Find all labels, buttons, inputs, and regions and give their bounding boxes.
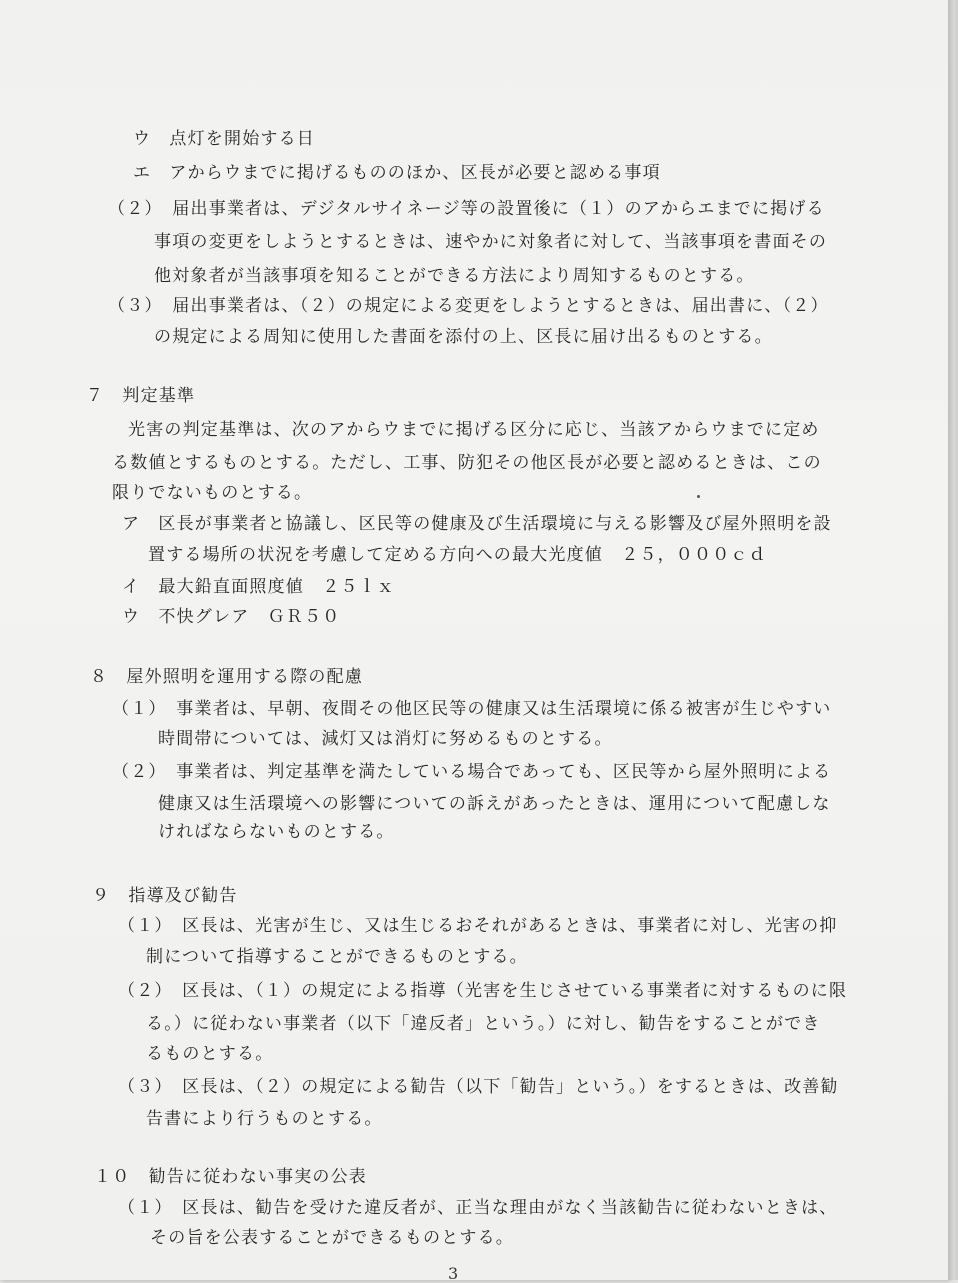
text-line: その旨を公表することができるものとする。 [150, 1228, 514, 1248]
text-line: 告書により行うものとする。 [146, 1109, 383, 1129]
text-line: （１） 事業者は、早朝、夜間その他区民等の健康又は生活環境に係る被害が生じやすい [112, 699, 832, 719]
section-10-heading: １０ 勧告に従わない事実の公表 [94, 1167, 367, 1187]
text-line: の規定による周知に使用した書面を添付の上、区長に届け出るものとする。 [154, 327, 773, 347]
text-line: ければならないものとする。 [158, 822, 395, 842]
text-line: ウ 点灯を開始する日 [133, 129, 315, 149]
text-line: （３） 区長は、（２）の規定による勧告（以下「勧告」という。）をするときは、改善勧 [118, 1077, 839, 1097]
text-line: 光害の判定基準は、次のアからウまでに掲げる区分に応じ、当該アからウまでに定め [128, 420, 820, 440]
section-7-heading: ７ 判定基準 [86, 386, 196, 406]
page-number: 3 [448, 1264, 459, 1283]
paper-speck [697, 495, 700, 498]
text-line: （２） 事業者は、判定基準を満たしている場合であっても、区民等から屋外照明による [112, 762, 832, 782]
text-line: エ アからウまでに掲げるもののほか、区長が必要と認める事項 [133, 163, 661, 183]
text-line: （２） 届出事業者は、デジタルサイネージ等の設置後に（１）のアからエまでに掲げる [108, 199, 825, 219]
text-line: イ 最大鉛直面照度値 ２５ｌｘ [122, 577, 395, 597]
text-line: ア 区長が事業者と協議し、区民等の健康及び生活環境に与える影響及び屋外照明を設 [122, 514, 832, 534]
text-line: （１） 区長は、光害が生じ、又は生じるおそれがあるときは、事業者に対し、光害の抑 [118, 916, 838, 936]
section-8-heading: ８ 屋外照明を運用する際の配慮 [90, 667, 363, 687]
text-line: 制について指導することができるものとする。 [146, 947, 528, 967]
section-9-heading: ９ 指導及び勧告 [92, 886, 238, 906]
text-line: る。）に従わない事業者（以下「違反者」という。）に対し、勧告をすることができ [146, 1014, 821, 1034]
text-line: 時間帯については、減灯又は消灯に努めるものとする。 [158, 729, 613, 749]
text-line: （３） 届出事業者は、（２）の規定による変更をしようとするときは、届出書に、（２） [108, 296, 829, 316]
text-line: るものとする。 [146, 1044, 274, 1064]
text-line: 健康又は生活環境への影響についての訴えがあったときは、運用について配慮しな [158, 794, 831, 814]
page-edge-shadow [948, 0, 958, 1280]
text-line: 他対象者が当該事項を知ることができる方法により周知するものとする。 [154, 266, 755, 286]
text-line: （２） 区長は、（１）の規定による指導（光害を生じさせている事業者に対するものに限 [118, 981, 848, 1001]
text-line: （１） 区長は、勧告を受けた違反者が、正当な理由がなく当該勧告に従わないときは、 [118, 1198, 838, 1218]
text-line: 事項の変更をしようとするときは、速やかに対象者に対して、当該事項を書面その [154, 232, 828, 252]
text-line: ウ 不快グレア ＧＲ５０ [122, 607, 341, 627]
text-line: る数値とするものとする。ただし、工事、防犯その他区長が必要と認めるときは、この [112, 453, 822, 473]
text-line: 限りでないものとする。 [112, 483, 313, 503]
text-line: 置する場所の状況を考慮して定める方向への最大光度値 ２５，０００ｃｄ [148, 545, 767, 565]
